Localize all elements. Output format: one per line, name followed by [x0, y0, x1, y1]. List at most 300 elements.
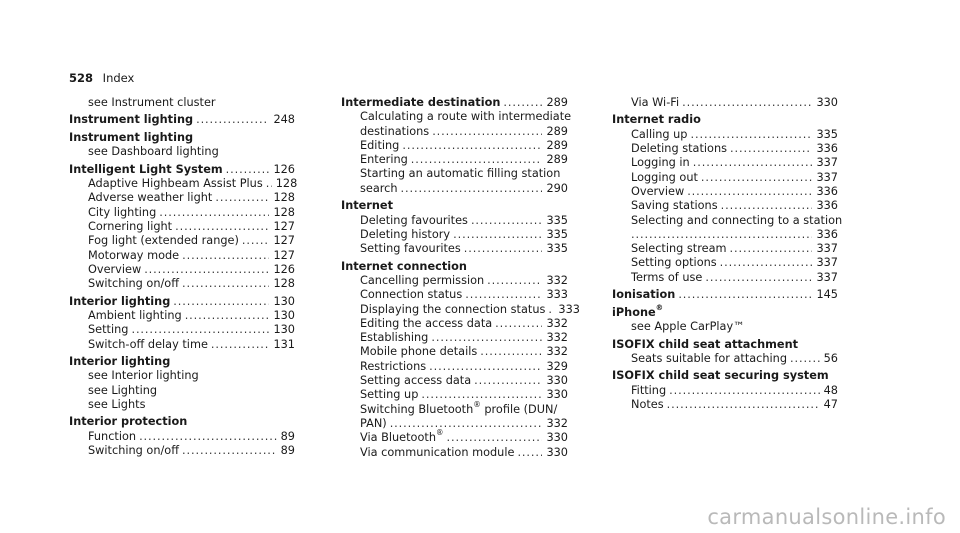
- page-reference[interactable]: 127: [273, 248, 295, 262]
- index-subentry: [341, 374, 568, 388]
- entry-text: [631, 320, 744, 334]
- entry-text: [88, 191, 212, 205]
- entry-text: [88, 323, 128, 337]
- page-reference[interactable]: 337: [816, 256, 838, 270]
- page-reference[interactable]: 330: [546, 431, 568, 445]
- dot-leader: [429, 360, 542, 374]
- index-heading: [69, 295, 295, 309]
- index-subentry: [341, 153, 568, 167]
- index-subentry: [612, 398, 838, 412]
- page-reference[interactable]: 248: [273, 113, 295, 127]
- index-subentry: [69, 220, 295, 234]
- index-heading: [69, 415, 295, 429]
- dot-leader: [465, 288, 542, 302]
- entry-text: [88, 206, 156, 220]
- entry-text: [88, 444, 179, 458]
- index-subentry: [612, 185, 838, 199]
- page-reference[interactable]: 333: [546, 288, 568, 302]
- page-reference[interactable]: 332: [546, 416, 568, 430]
- page-reference[interactable]: 128: [273, 191, 295, 205]
- entry-text: [612, 369, 829, 383]
- entry-text: [631, 214, 842, 228]
- index-subentry: [341, 317, 568, 331]
- entry-text: [360, 139, 399, 153]
- index-heading: [341, 260, 568, 274]
- page-reference[interactable]: 330: [816, 96, 838, 109]
- dot-leader: [159, 206, 269, 220]
- dot-leader: [144, 263, 269, 277]
- index-subentry: [612, 256, 838, 270]
- entry-text: [360, 428, 444, 445]
- entry-label: Setting favourites: [360, 242, 461, 256]
- page-reference[interactable]: 126: [273, 262, 295, 276]
- entry-text: [631, 242, 727, 256]
- index-subentry: [341, 139, 568, 153]
- entry-label: see Interior lighting: [88, 369, 199, 383]
- dot-leader: [548, 303, 554, 317]
- entry-label: Motorway mode: [88, 248, 180, 262]
- index-subentry: [612, 271, 838, 285]
- entry-label: Starting an automatic filling station: [360, 167, 561, 181]
- dot-leader: [131, 323, 269, 337]
- entry-label: Intelligent Light System: [69, 162, 223, 176]
- index-subentry: [612, 96, 838, 110]
- entry-label: iPhone: [612, 305, 656, 319]
- index-heading: [612, 288, 838, 302]
- index-heading: [612, 369, 838, 383]
- entry-label: Adverse weather light: [88, 191, 213, 205]
- page-reference[interactable]: 335: [546, 213, 568, 227]
- page-reference[interactable]: 337: [816, 270, 838, 284]
- entry-text: [88, 398, 145, 412]
- entry-label: Terms of use: [631, 270, 703, 284]
- page-reference[interactable]: 330: [546, 445, 568, 459]
- index-column-3: [612, 96, 843, 412]
- dot-leader: [421, 388, 542, 402]
- index-subentry: [612, 199, 838, 213]
- entry-text: [341, 96, 500, 110]
- page-reference[interactable]: 336: [816, 142, 838, 156]
- page-reference[interactable]: 335: [816, 127, 838, 141]
- dot-leader: [705, 271, 812, 285]
- dot-leader: [730, 242, 813, 256]
- dot-leader: [182, 444, 277, 458]
- entry-label: Overview: [88, 262, 142, 276]
- page-number: 528: [69, 71, 94, 85]
- page-reference[interactable]: 330: [546, 374, 568, 388]
- entry-label: Saving stations: [631, 199, 718, 213]
- page-reference[interactable]: 126: [273, 162, 295, 176]
- entry-text: [360, 214, 468, 228]
- entry-text: [69, 163, 223, 177]
- entry-label: Fitting: [631, 383, 667, 397]
- dot-leader: [446, 431, 542, 445]
- entry-label: Adaptive Highbeam Assist Plus: [88, 177, 263, 191]
- index-subentry: [69, 177, 298, 191]
- dot-leader: [431, 331, 542, 345]
- index-column-2: [341, 96, 580, 460]
- entry-label: Establishing: [360, 331, 429, 345]
- dot-leader: [390, 417, 543, 431]
- entry-text: [360, 417, 387, 431]
- entry-label: Seats suitable for attaching: [631, 351, 788, 365]
- page-reference[interactable]: 330: [546, 388, 568, 402]
- entry-label: Logging out: [631, 170, 698, 184]
- entry-text: [631, 271, 702, 285]
- entry-text: [69, 113, 193, 127]
- page-reference[interactable]: 329: [546, 359, 568, 373]
- entry-label: Function: [88, 429, 137, 443]
- dot-leader: [401, 182, 543, 196]
- entry-text: [360, 167, 560, 181]
- dot-leader: [701, 171, 813, 185]
- entry-label: ISOFIX child seat attachment: [612, 337, 799, 351]
- page-reference[interactable]: 130: [273, 323, 295, 337]
- entry-label: Entering: [360, 153, 408, 167]
- page-reference[interactable]: 337: [816, 242, 838, 256]
- entry-label: Switching Bluetooth: [360, 402, 474, 416]
- index-subentry: [612, 171, 838, 185]
- index-subentry: [612, 142, 838, 156]
- index-subentry: [69, 145, 295, 159]
- index-subentry: [341, 399, 568, 417]
- entry-text: [360, 360, 426, 374]
- dot-leader: [226, 163, 270, 177]
- dot-leader: [471, 214, 543, 228]
- index-heading: [341, 199, 568, 213]
- index-heading: [69, 113, 295, 127]
- entry-label: Setting access data: [360, 374, 472, 388]
- entry-text: [631, 384, 666, 398]
- entry-text: [360, 303, 545, 317]
- dot-leader: [215, 191, 269, 205]
- entry-label: Intermediate destination: [341, 96, 501, 109]
- index-heading: [612, 113, 838, 127]
- dot-leader: [678, 288, 812, 302]
- page-reference[interactable]: 332: [546, 345, 568, 359]
- page-reference[interactable]: 335: [546, 227, 568, 241]
- index-subentry: [69, 398, 295, 412]
- index-subentry: [69, 249, 295, 263]
- entry-text: [88, 177, 263, 191]
- entry-text: [631, 96, 679, 110]
- entry-label: Via Wi-Fi: [631, 96, 680, 109]
- page-reference[interactable]: 56: [823, 351, 838, 365]
- entry-text: [631, 128, 687, 142]
- entry-label: Switching on/off: [88, 277, 179, 291]
- index-subentry: [612, 352, 838, 366]
- entry-text: [631, 256, 717, 270]
- index-subentry: [341, 242, 568, 256]
- entry-text: [612, 302, 664, 320]
- index-subentry: [612, 384, 838, 398]
- entry-label: Interior lighting: [69, 294, 171, 308]
- page-reference[interactable]: 289: [546, 124, 568, 138]
- index-subentry: [69, 263, 295, 277]
- entry-text: [360, 153, 408, 167]
- registered-mark: ®: [655, 302, 664, 312]
- page-reference[interactable]: 332: [546, 331, 568, 345]
- entry-label: Calculating a route with intermediate: [360, 110, 572, 124]
- entry-label: Restrictions: [360, 359, 427, 373]
- dot-leader: [790, 352, 820, 366]
- entry-label: Switch-off delay time: [88, 337, 208, 351]
- index-subentry: [612, 242, 838, 256]
- dot-leader: [464, 242, 543, 256]
- entry-text: [69, 295, 170, 309]
- index-subentry: [69, 444, 295, 458]
- index-subentry: [341, 182, 568, 196]
- index-subentry: [341, 360, 568, 374]
- entry-text: [360, 110, 571, 124]
- dot-leader: [185, 309, 270, 323]
- entry-text: [88, 369, 199, 383]
- entry-label: Setting up: [360, 388, 419, 402]
- entry-text: [360, 288, 462, 302]
- dot-leader: [453, 228, 542, 242]
- page-reference[interactable]: 89: [280, 443, 295, 457]
- entry-text: [612, 113, 701, 127]
- entry-label: Setting options: [631, 256, 717, 270]
- entry-label: Selecting and connecting to a station: [631, 213, 843, 227]
- registered-mark: ®: [435, 428, 444, 438]
- entry-label: see Instrument cluster: [88, 96, 216, 109]
- entry-label: search: [360, 181, 398, 195]
- entry-label: City lighting: [88, 205, 157, 219]
- entry-text: [612, 338, 798, 352]
- index-subentry: [341, 288, 568, 302]
- page-reference[interactable]: 130: [273, 308, 295, 322]
- entry-label: Internet connection: [341, 259, 467, 273]
- entry-label: Editing: [360, 138, 400, 152]
- page-reference[interactable]: 336: [816, 199, 838, 213]
- index-subentry: [341, 446, 568, 460]
- entry-text: [631, 142, 727, 156]
- page-reference[interactable]: 48: [823, 383, 838, 397]
- page-reference[interactable]: 333: [558, 302, 580, 316]
- index-subentry: [612, 228, 838, 242]
- entry-label: Mobile phone details: [360, 345, 478, 359]
- entry-text: [631, 199, 718, 213]
- entry-label: Setting: [88, 323, 129, 337]
- entry-text: [88, 263, 141, 277]
- registered-mark: ®: [473, 399, 481, 409]
- entry-label: Fog light (extended range): [88, 234, 239, 248]
- entry-label: Connection status: [360, 288, 463, 302]
- dot-leader: [173, 295, 269, 309]
- index-subentry: [341, 110, 572, 124]
- index-subentry: [341, 167, 568, 181]
- index-subentry: [69, 206, 295, 220]
- entry-label: Ionisation: [612, 288, 676, 302]
- entry-label: destinations: [360, 124, 430, 138]
- entry-text: [360, 125, 429, 139]
- entry-text: [88, 309, 182, 323]
- entry-text: [69, 415, 187, 429]
- page-reference[interactable]: 145: [816, 288, 838, 302]
- entry-label: Interior protection: [69, 415, 188, 429]
- index-heading: [69, 355, 295, 369]
- entry-text: [360, 388, 418, 402]
- dot-leader: [667, 398, 820, 412]
- dot-leader: [182, 277, 269, 291]
- dot-leader: [721, 199, 813, 213]
- dot-leader: [693, 156, 813, 170]
- entry-text: [88, 234, 239, 248]
- entry-label: Selecting stream: [631, 242, 727, 256]
- dot-leader: [669, 384, 819, 398]
- entry-text: [88, 249, 179, 263]
- dot-leader: [474, 374, 542, 388]
- page-reference[interactable]: 336: [816, 227, 838, 241]
- page-reference[interactable]: 89: [280, 429, 295, 443]
- entry-text: [360, 345, 477, 359]
- entry-label: see Lighting: [88, 383, 158, 397]
- entry-label: Overview: [631, 184, 685, 198]
- page-reference[interactable]: 130: [273, 294, 295, 308]
- entry-text: [88, 220, 172, 234]
- dot-leader: [196, 113, 269, 127]
- index-subentry: [341, 274, 568, 288]
- dot-leader: [432, 125, 542, 139]
- entry-text: [360, 446, 514, 460]
- entry-text: [631, 156, 690, 170]
- index-subentry: [69, 96, 295, 110]
- entry-text: [631, 185, 684, 199]
- dot-leader: [182, 249, 269, 263]
- page-reference[interactable]: 127: [273, 219, 295, 233]
- index-subentry: [69, 277, 295, 291]
- entry-text: [360, 242, 461, 256]
- page-reference[interactable]: 128: [273, 277, 295, 291]
- dot-leader: [720, 256, 813, 270]
- dot-leader: [503, 96, 542, 110]
- entry-label: Deleting stations: [631, 142, 727, 156]
- index-subentry: [341, 388, 568, 402]
- page-reference[interactable]: 332: [546, 273, 568, 287]
- entry-text: [360, 374, 471, 388]
- entry-label: Interior lighting: [69, 354, 171, 368]
- entry-label: Internet radio: [612, 113, 701, 127]
- page-header: [69, 71, 134, 85]
- entry-text: [69, 131, 193, 145]
- index-subentry: [341, 417, 568, 431]
- entry-label: PAN): [360, 416, 387, 430]
- entry-text: [88, 430, 136, 444]
- entry-label: Switching on/off: [88, 443, 179, 457]
- index-subentry: [612, 320, 838, 334]
- dot-leader: [266, 177, 272, 191]
- entry-label: Cornering light: [88, 219, 173, 233]
- entry-label: Editing the access data: [360, 316, 493, 330]
- entry-label: Deleting history: [360, 227, 451, 241]
- page-reference[interactable]: 127: [273, 234, 295, 248]
- entry-text: [360, 274, 484, 288]
- entry-label: see Apple CarPlay™: [631, 320, 745, 334]
- entry-label: Deleting favourites: [360, 213, 468, 227]
- page-reference[interactable]: 47: [823, 397, 838, 411]
- dot-leader: [211, 338, 270, 352]
- entry-text: [631, 171, 698, 185]
- index-subentry: [69, 384, 295, 398]
- watermark: carmanualsonline.info: [707, 505, 946, 529]
- index-subentry: [612, 156, 838, 170]
- entry-label: see Lights: [88, 397, 146, 411]
- index-column-1: [69, 96, 298, 458]
- entry-label: Via communication module: [360, 445, 515, 459]
- page-reference[interactable]: 336: [816, 184, 838, 198]
- index-subentry: [612, 213, 843, 228]
- page-reference[interactable]: 289: [546, 96, 568, 109]
- entry-label: Cancelling permission: [360, 273, 485, 287]
- dot-leader: [687, 185, 812, 199]
- page-reference[interactable]: 131: [273, 337, 295, 351]
- page-reference[interactable]: 289: [546, 153, 568, 167]
- entry-text: [88, 145, 219, 159]
- dot-leader: [480, 345, 542, 359]
- entry-text: [631, 352, 787, 366]
- page-reference[interactable]: 332: [546, 316, 568, 330]
- page-reference[interactable]: 128: [273, 205, 295, 219]
- entry-text: [88, 96, 216, 110]
- index-subentry: [341, 345, 568, 359]
- page-reference[interactable]: 337: [816, 170, 838, 184]
- index-subentry: [69, 338, 295, 352]
- dot-leader: [682, 96, 812, 110]
- dot-leader: [487, 274, 542, 288]
- index-subentry: [341, 302, 580, 317]
- entry-text: [360, 399, 558, 417]
- entry-label: ISOFIX child seat securing system: [612, 369, 829, 383]
- index-subentry: [341, 125, 568, 139]
- entry-text: [88, 338, 208, 352]
- entry-text: [360, 228, 450, 242]
- index-subentry: [69, 430, 295, 444]
- dot-leader: [517, 446, 542, 460]
- entry-text: [360, 182, 398, 196]
- entry-label: Via Bluetooth: [360, 431, 436, 445]
- page-reference[interactable]: 335: [546, 242, 568, 256]
- entry-label: Ambient lighting: [88, 308, 182, 322]
- index-subentry: [341, 228, 568, 242]
- dot-leader: [495, 317, 542, 331]
- entry-label: Calling up: [631, 127, 688, 141]
- entry-label: see Dashboard lighting: [88, 145, 219, 159]
- page-reference[interactable]: 290: [546, 181, 568, 195]
- dot-leader: [411, 153, 543, 167]
- dot-leader: [730, 142, 812, 156]
- index-subentry: [69, 323, 295, 337]
- dot-leader: [402, 139, 542, 153]
- index-heading: [612, 302, 838, 320]
- entry-text: [88, 384, 157, 398]
- index-heading: [69, 131, 295, 145]
- page-reference[interactable]: 289: [546, 138, 568, 152]
- index-heading: [69, 163, 295, 177]
- page-reference[interactable]: 337: [816, 156, 838, 170]
- index-subentry: [341, 428, 568, 445]
- entry-text: [360, 331, 428, 345]
- entry-text: [631, 398, 664, 412]
- entry-text: [341, 260, 467, 274]
- entry-label: Logging in: [631, 156, 690, 170]
- page-reference[interactable]: 128: [275, 177, 298, 191]
- index-subentry: [612, 128, 838, 142]
- index-subentry: [69, 191, 295, 205]
- entry-text: [612, 288, 675, 302]
- dot-leader: [242, 234, 270, 248]
- dot-leader: [175, 220, 269, 234]
